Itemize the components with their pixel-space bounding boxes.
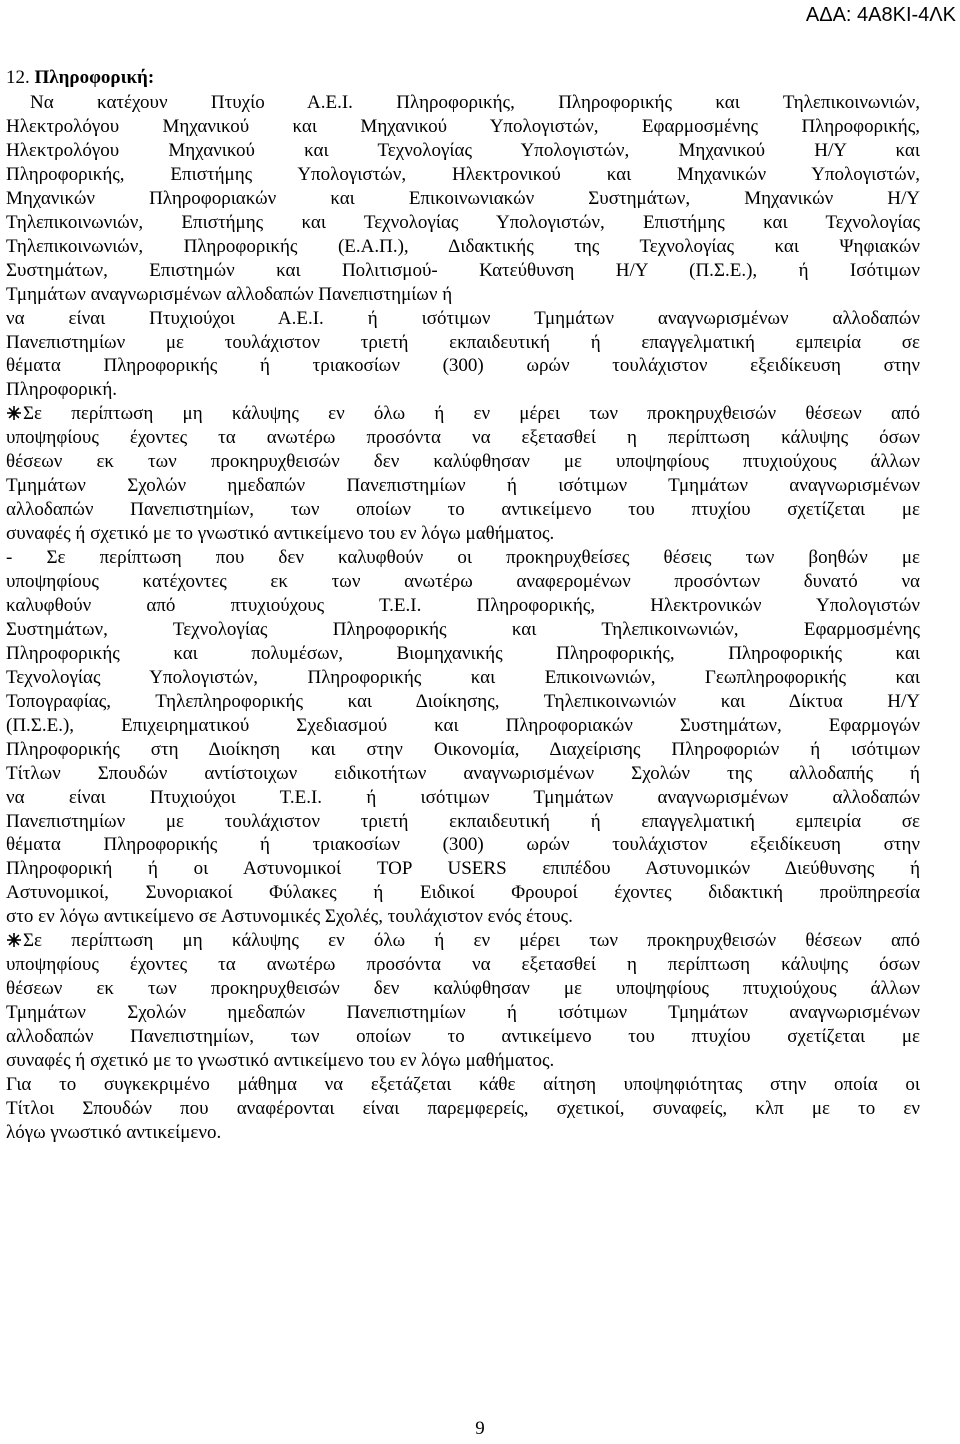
text-line (6, 187, 920, 211)
line-text: αλλοδαπών Πανεπιστημίων, των οποίων το αντικείμενο του πτυχίου σχετίζεται με (6, 1026, 920, 1047)
line-text: στο εν λόγω αντικείμενο σε Αστυνομικές Σχολές, τουλάχιστον ενός έτους. (6, 906, 573, 928)
text-line (6, 498, 920, 522)
line-text: - Σε περίπτωση που δεν καλυφθούν οι προκηρυχθείσες θέσεις των βοηθών με (6, 547, 920, 568)
line-text: υποψηφίους κατέχοντες εκ των ανωτέρω αναφερομένων προσόντων δυνατό να (6, 571, 920, 592)
line-text: Τοπογραφίας, Τηλεπληροφορικής και Διοίκησης, Τηλεπικοινωνιών και Δίκτυα Η/Υ (6, 690, 920, 712)
snowflake-bullet-icon (6, 932, 22, 948)
text-line (6, 283, 920, 307)
text-line (6, 594, 920, 618)
line-text: αλλοδαπών Πανεπιστημίων, των οποίων το αντικείμενο του πτυχίου σχετίζεται με (6, 499, 920, 521)
line-text: Πληροφορική. (6, 379, 118, 401)
line-text: Για το συγκεκριμένο μάθημα να εξετάζεται κάθε αίτηση υποψηφιότητας στην οποία οι (6, 1073, 920, 1095)
line-text: Πανεπιστημίων με τουλάχιστον τριετή εκπαιδευτική ή επαγγελματική εμπειρία σε (6, 810, 920, 832)
text-line (6, 618, 920, 642)
line-text: Τμημάτων Σχολών ημεδαπών Πανεπιστημίων ή ισότιμων Τμημάτων αναγνωρισμένων (6, 475, 920, 497)
text-line (6, 331, 920, 355)
text-line (6, 1025, 920, 1049)
text-line (6, 139, 920, 163)
line-text: Πληροφορικής και πολυμέσων, Βιομηχανικής Πληροφορικής, Πληροφορικής και (6, 642, 920, 664)
line-text: Σε περίπτωση μη κάλυψης εν όλω ή εν μέρει των προκηρυχθεισών θέσεων από (23, 403, 920, 425)
text-line (6, 690, 920, 714)
line-text: Πληροφορικής, Επιστήμης Υπολογιστών, Ηλεκτρονικού και Μηχανικών Υπολογιστών, (6, 163, 920, 185)
snowflake-bullet-icon (6, 405, 22, 421)
line-text: Τηλεπικοινωνιών, Πληροφορικής (Ε.Α.Π.), Διδακτικής της Τεχνολογίας και Ψηφιακών (6, 235, 920, 257)
text-line (6, 905, 920, 929)
line-text: θέματα Πληροφορικής ή τριακοσίων (300) ωρών τουλάχιστον εξειδίκευση στην (6, 834, 920, 856)
line-text: Ηλεκτρολόγου Μηχανικού και Τεχνολογίας Υπολογιστών, Μηχανικού Η/Υ και (6, 139, 920, 161)
line-text: να είναι Πτυχιούχοι Α.Ε.Ι. ή ισότιμων Τμημάτων αναγνωρισμένων αλλοδαπών (6, 307, 920, 329)
text-line (6, 307, 920, 331)
text-line (6, 953, 920, 977)
text-line (6, 857, 920, 881)
text-line (6, 714, 920, 738)
text-line (6, 474, 920, 498)
text-line (6, 1049, 920, 1073)
text-line (6, 833, 920, 857)
text-line (6, 929, 920, 953)
line-text: Σε περίπτωση μη κάλυψης εν όλω ή εν μέρει των προκηρυχθεισών θέσεων από (23, 930, 920, 952)
line-text: υποψηφίους έχοντες τα ανωτέρω προσόντα να εξετασθεί η περίπτωση κάλυψης όσων (6, 954, 920, 976)
text-line (6, 211, 920, 235)
page-number: 9 (475, 1418, 485, 1439)
line-text: καλυφθούν από πτυχιούχους Τ.Ε.Ι. Πληροφορικής, Ηλεκτρονικών Υπολογιστών (6, 595, 920, 616)
text-line (6, 1073, 920, 1097)
text-line (6, 1001, 920, 1025)
text-line (6, 738, 920, 762)
text-line (6, 354, 920, 378)
text-line (6, 810, 920, 834)
text-line (6, 522, 920, 546)
line-text: Τηλεπικοινωνιών, Επιστήμης και Τεχνολογίας Υπολογιστών, Επιστήμης και Τεχνολογίας (6, 211, 920, 233)
section-number: 12. (6, 67, 30, 88)
line-text: λόγω γνωστικό αντικείμενο. (6, 1121, 222, 1143)
line-text: θέματα Πληροφορικής ή τριακοσίων (300) ωρών τουλάχιστον εξειδίκευση στην (6, 355, 920, 377)
line-text: Τίτλοι Σπουδών που αναφέρονται είναι παρεμφερείς, σχετικοί, συναφείς, κλπ με το εν (6, 1097, 920, 1119)
ada-code: ΑΔΑ: 4Α8ΚΙ-4ΛΚ (805, 4, 956, 26)
text-line (6, 378, 920, 402)
text-line (6, 1121, 920, 1145)
text-line (6, 235, 920, 259)
line-text: Τμημάτων αναγνωρισμένων αλλοδαπών Πανεπιστημίων ή (6, 283, 453, 305)
text-line (6, 881, 920, 905)
line-text: Πληροφορικής στη Διοίκηση και στην Οικονομία, Διαχείρισης Πληροφοριών ή ισότιμων (6, 738, 920, 760)
line-text: θέσεων εκ των προκηρυχθεισών δεν καλύφθησαν με υποψηφίους πτυχιούχους άλλων (6, 978, 920, 1000)
line-text: Τίτλων Σπουδών αντίστοιχων ειδικοτήτων αναγνωρισμένων Σχολών της αλλοδαπής ή (6, 762, 920, 784)
text-line (6, 762, 920, 786)
line-text: Τεχνολογίας Υπολογιστών, Πληροφορικής και Επικοινωνιών, Γεωπληροφορικής και (6, 666, 920, 688)
text-line (6, 1097, 920, 1121)
section-heading (6, 66, 154, 90)
text-line (6, 642, 920, 666)
line-text: συναφές ή σχετικό με το γνωστικό αντικείμενο του εν λόγω μαθήματος. (6, 523, 555, 545)
line-text: Να κατέχουν Πτυχίο Α.Ε.Ι. Πληροφορικής, Πληροφορικής και Τηλεπικοινωνιών, (30, 92, 920, 113)
text-line (30, 91, 920, 115)
text-line (6, 450, 920, 474)
line-text: να είναι Πτυχιούχοι Τ.Ε.Ι. ή ισότιμων Τμημάτων αναγνωρισμένων αλλοδαπών (6, 786, 920, 808)
text-line (6, 977, 920, 1001)
text-line (6, 259, 920, 283)
line-text: θέσεων εκ των προκηρυχθεισών δεν καλύφθησαν με υποψηφίους πτυχιούχους άλλων (6, 451, 920, 473)
line-text: Μηχανικών Πληροφοριακών και Επικοινωνιακών Συστημάτων, Μηχανικών Η/Υ (6, 187, 920, 209)
text-line (6, 426, 920, 450)
text-line (6, 115, 920, 139)
line-text: Συστημάτων, Επιστημών και Πολιτισμού- Κατεύθυνση Η/Υ (Π.Σ.Ε.), ή Ισότιμων (6, 259, 920, 281)
line-text: συναφές ή σχετικό με το γνωστικό αντικείμενο του εν λόγω μαθήματος. (6, 1050, 555, 1071)
line-text: Ηλεκτρολόγου Μηχανικού και Μηχανικού Υπολογιστών, Εφαρμοσμένης Πληροφορικής, (6, 116, 920, 137)
text-line (6, 570, 920, 594)
line-text: υποψηφίους έχοντες τα ανωτέρω προσόντα να εξετασθεί η περίπτωση κάλυψης όσων (6, 427, 920, 449)
section-title: Πληροφορική: (34, 67, 155, 88)
text-line (6, 546, 920, 570)
line-text: Πληροφορική ή οι Αστυνομικοί TOP USERS επιπέδου Αστυνομικών Διεύθυνσης ή (6, 858, 920, 880)
line-text: Πανεπιστημίων με τουλάχιστον τριετή εκπαιδευτική ή επαγγελματική εμπειρία σε (6, 331, 920, 353)
line-text: Συστημάτων, Τεχνολογίας Πληροφορικής και Τηλεπικοινωνιών, Εφαρμοσμένης (6, 618, 920, 640)
text-line (6, 163, 920, 187)
text-line (6, 786, 920, 810)
line-text: Τμημάτων Σχολών ημεδαπών Πανεπιστημίων ή ισότιμων Τμημάτων αναγνωρισμένων (6, 1002, 920, 1024)
text-line (6, 666, 920, 690)
text-line (6, 402, 920, 426)
line-text: (Π.Σ.Ε.), Επιχειρηματικού Σχεδιασμού και Πληροφοριακών Συστημάτων, Εφαρμογών (6, 714, 920, 736)
line-text: Αστυνομικοί, Συνοριακοί Φύλακες ή Ειδικοί Φρουροί έχοντες διδακτική προϋπηρεσία (6, 882, 920, 904)
